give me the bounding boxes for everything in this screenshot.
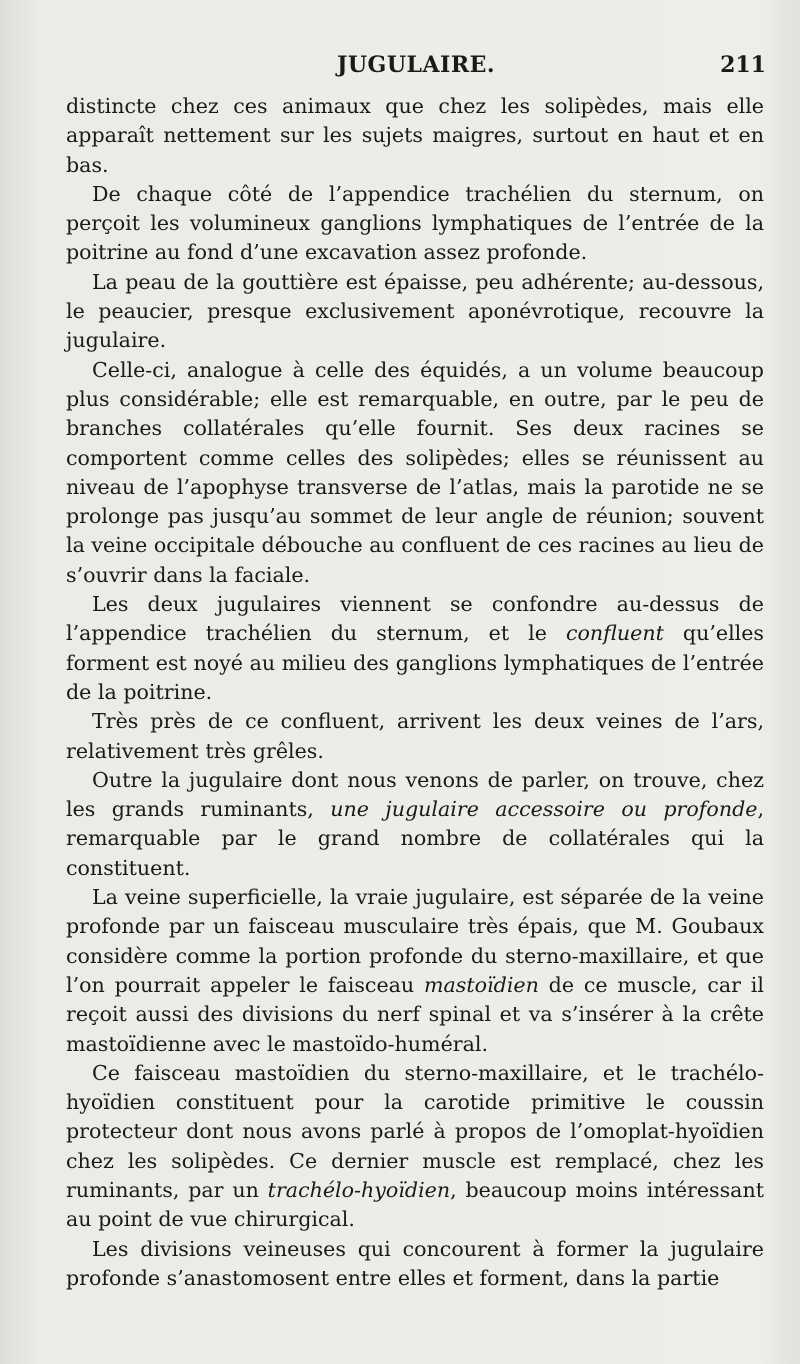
paragraph-2 bbox=[66, 180, 764, 268]
text-run: La peau de la gouttière est épaisse, peu adhérente; au-dessous, le peaucier, presque exclusivement aponévrotique, recouvre la jugulaire. bbox=[66, 269, 764, 353]
text-run: , beaucoup moins intéressant au point de vue chirurgical. bbox=[66, 1177, 764, 1232]
paragraph-7 bbox=[66, 766, 764, 883]
paragraph-6 bbox=[66, 707, 764, 766]
text-run: qu’elles forment est noyé au milieu des ganglions lymphatiques de l’entrée de la poitrine. bbox=[66, 621, 764, 704]
text-run: Les divisions veineuses qui concourent à former la jugulaire profonde s’anastomosent entre elles et forment, dans la partie bbox=[66, 1236, 764, 1290]
text-run: Outre la jugulaire dont nous venons de parler, on trouve, chez les grands ruminants, bbox=[66, 767, 764, 822]
paragraph-1 bbox=[66, 92, 764, 180]
text-run: , remarquable par le grand nombre de collatérales qui la constituent. bbox=[66, 797, 764, 880]
paragraph-3 bbox=[66, 268, 764, 356]
text-run: Celle-ci, analogue à celle des équidés, a un volume beaucoup plus considérable; elle est remarquable, en outre, par le peu de branches collatérales qu’elle fournit. Ses deux racines se comportent comme celles des solipèdes; elles se réunissent au niveau de l’apophyse transverse de l’atlas, mais la parotide ne se prolonge pas jusqu’au sommet de leur angle de réunion; souvent la veine occipitale débouche au confluent de ces racines au lieu de s’ouvrir dans la faciale. bbox=[66, 357, 764, 587]
italic-term: mastoïdien bbox=[424, 972, 539, 997]
text-run: La veine superficielle, la vraie jugulaire, est séparée de la veine profonde par un faisceau musculaire très épais, que M. Goubaux considère comme la portion profonde du sterno-maxillaire, et que l’on pourrait appeler le faisceau bbox=[66, 885, 764, 997]
paragraph-5 bbox=[66, 590, 764, 707]
italic-term: une jugulaire accessoire ou profonde bbox=[330, 797, 758, 822]
page-body bbox=[66, 92, 764, 1293]
text-run: de ce muscle, car il reçoit aussi des divisions du nerf spinal et va s’insérer à la crête mastoïdienne avec le mastoïdo-huméral. bbox=[66, 972, 764, 1056]
text-run: De chaque côté de l’appendice trachélien du sternum, on perçoit les volumineux ganglions lymphatiques de l’entrée de la poitrine au fond d’une excavation assez profonde. bbox=[66, 181, 764, 265]
paragraph-9 bbox=[66, 1059, 764, 1235]
page-number: 211 bbox=[720, 52, 766, 78]
running-title: JUGULAIRE. bbox=[336, 52, 496, 78]
text-run: Ce faisceau mastoïdien du sterno-maxillaire, et le trachélo-hyoïdien constituent pour la carotide primitive le coussin protecteur dont nous avons parlé à propos de l’omoplat-hyoïdien chez les solipèdes. Ce dernier muscle est remplacé, chez les ruminants, par un bbox=[66, 1060, 764, 1202]
paragraph-10 bbox=[66, 1235, 764, 1294]
paragraph-4 bbox=[66, 356, 764, 590]
text-run: distincte chez ces animaux que chez les solipèdes, mais elle apparaît nettement sur les sujets maigres, surtout en haut et en bas. bbox=[66, 94, 764, 177]
text-run: Les deux jugulaires viennent se confondre au-dessus de l’appendice trachélien du sternum, et le bbox=[66, 592, 764, 646]
italic-term: trachélo-hyoïdien bbox=[267, 1177, 451, 1202]
italic-term: confluent bbox=[565, 621, 664, 646]
text-run: Très près de ce confluent, arrivent les deux veines de l’ars, relativement très grêles. bbox=[66, 709, 764, 763]
paragraph-8 bbox=[66, 883, 764, 1059]
page-header bbox=[66, 52, 766, 82]
